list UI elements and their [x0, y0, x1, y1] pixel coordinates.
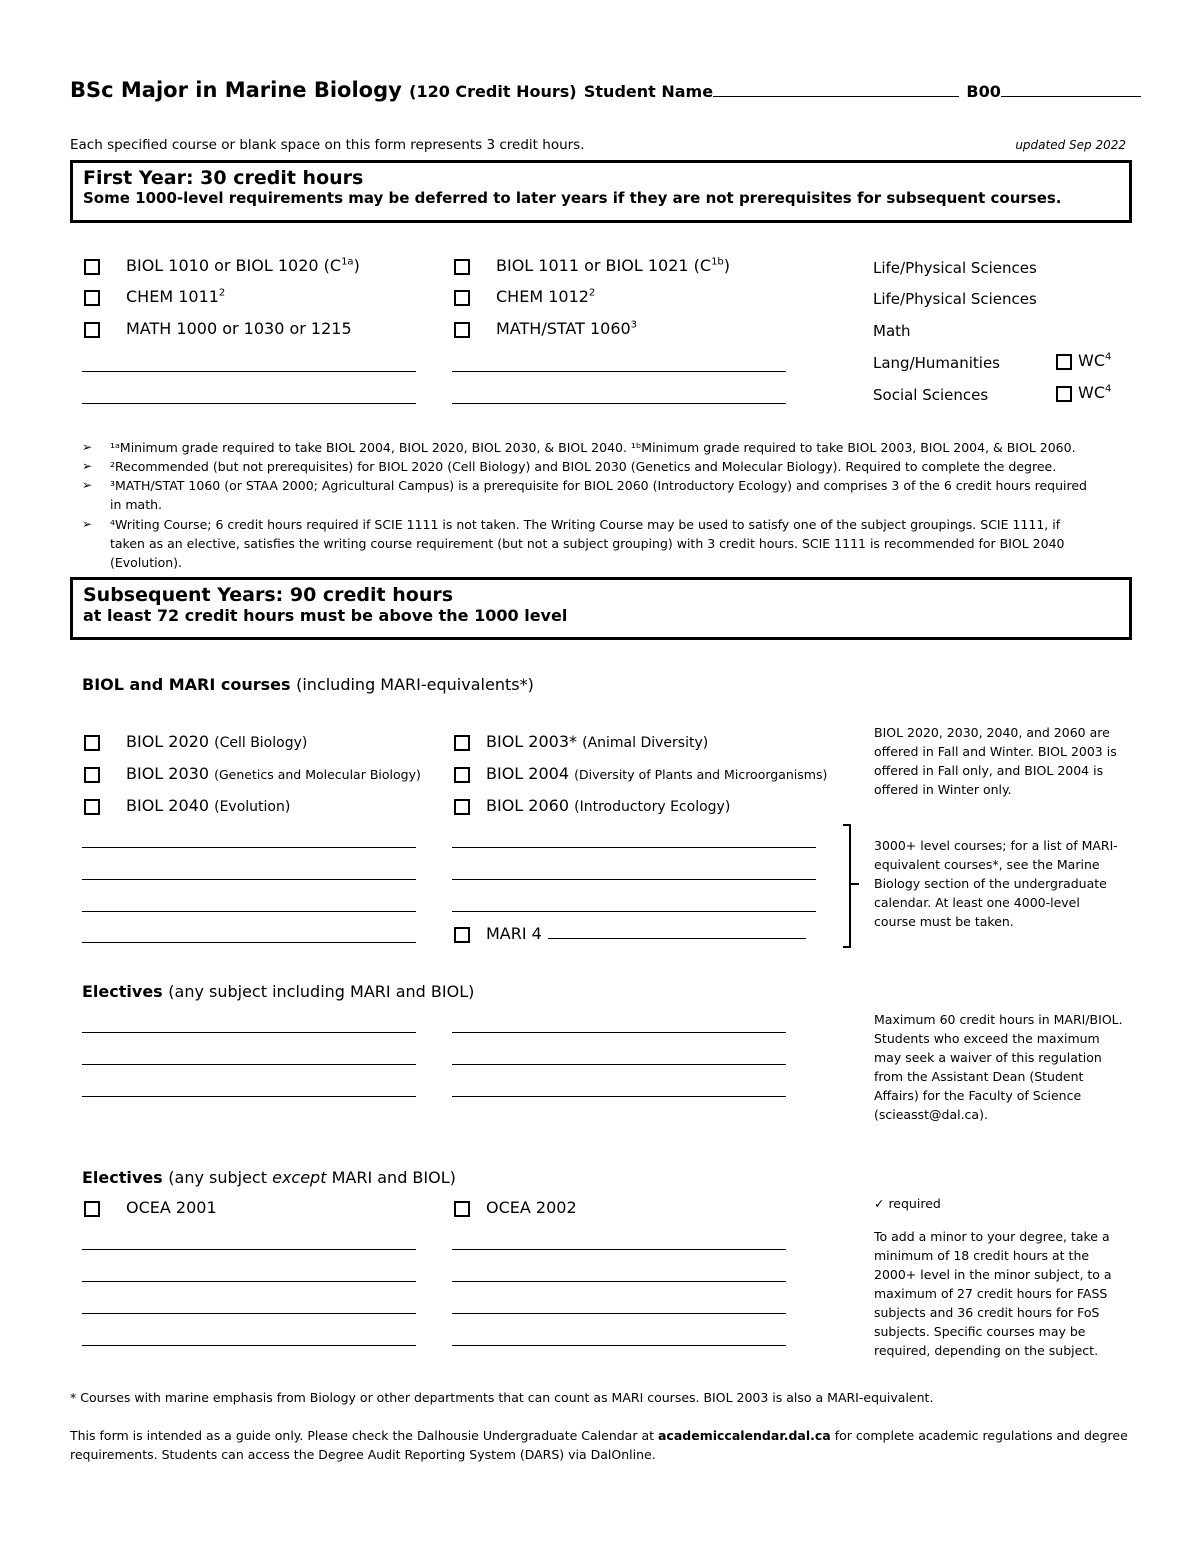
electives-except-title: Electives (any subject except MARI and BIOL): [82, 1168, 456, 1187]
fy-course-math1000: MATH 1000 or 1030 or 1215: [84, 319, 352, 338]
bracket-tick: [849, 883, 859, 885]
blank-line[interactable]: [82, 403, 416, 404]
category-label: Social Sciences: [873, 386, 989, 404]
footnote-3: ➢ ³MATH/STAT 1060 (or STAA 2000; Agricultural Campus) is a prerequisite for BIOL 2060 (Introductory Ecology) and comprises 3 of the 6 credit hours required in math.: [82, 478, 1087, 512]
checkbox[interactable]: [84, 290, 100, 306]
mari-equivalent-footnote: * Courses with marine emphasis from Biology or other departments that can count as MARI courses. BIOL 2003 is also a MARI-equivalent.: [70, 1390, 934, 1405]
checkbox[interactable]: [454, 322, 470, 338]
blank-line[interactable]: [82, 1064, 416, 1065]
required-legend: ✓ required: [874, 1196, 941, 1211]
blank-line[interactable]: [452, 911, 816, 912]
checkbox[interactable]: [454, 735, 470, 751]
footnote-2: ➢ ²Recommended (but not prerequisites) for BIOL 2020 (Cell Biology) and BIOL 2030 (Genetics and Molecular Biology). Required to complete the degree.: [82, 459, 1057, 474]
blank-line[interactable]: [82, 371, 416, 372]
blank-line[interactable]: [452, 1249, 786, 1250]
footnote-1: ➢ ¹ᵃMinimum grade required to take BIOL 2004, BIOL 2020, BIOL 2030, & BIOL 2040. ¹ᵇMinimum grade required to take BIOL 2003, BIOL 2004, & BIOL 2060.: [82, 440, 1076, 455]
blank-line[interactable]: [82, 942, 416, 943]
minor-note: To add a minor to your degree, take a minimum of 18 credit hours at the 2000+ level in the minor subject, to a maximum of 27 credit hours for FASS subjects and 36 credit hours for FoS subjects. Specific courses may be required, depending on the subject.: [874, 1229, 1112, 1358]
blank-line[interactable]: [82, 1249, 416, 1250]
blank-line[interactable]: [82, 1345, 416, 1346]
arrow-bullet-icon: ➢: [82, 459, 93, 473]
subsequent-subheading: at least 72 credit hours must be above the 1000 level: [83, 606, 568, 625]
blank-line[interactable]: [82, 879, 416, 880]
blank-line[interactable]: [452, 1096, 786, 1097]
arrow-bullet-icon: ➢: [82, 517, 93, 531]
checkbox[interactable]: [1056, 386, 1072, 402]
course-mari4: MARI 4: [454, 922, 806, 943]
blank-line[interactable]: [452, 1345, 786, 1346]
category-label: Math: [873, 322, 911, 340]
checkbox[interactable]: [84, 259, 100, 275]
blank-line[interactable]: [452, 403, 786, 404]
checkbox[interactable]: [454, 259, 470, 275]
checkbox[interactable]: [84, 799, 100, 815]
b00-field[interactable]: [1001, 76, 1141, 97]
category-label: Life/Physical Sciences: [873, 259, 1037, 277]
first-year-box: [70, 160, 1132, 223]
blank-line[interactable]: [452, 879, 816, 880]
subsequent-years-box: [70, 577, 1132, 640]
footnote-4: ➢ ⁴Writing Course; 6 credit hours required if SCIE 1111 is not taken. The Writing Course may be used to satisfy one of the subject groupings. SCIE 1111, if taken as an elective, satisfies the writing course requirement (but not a subject grouping) with 3 credit hours. SCIE 1111 is recommended for BIOL 2040 (Evolution).: [82, 517, 1065, 570]
mari4-field[interactable]: [548, 922, 806, 939]
mari-equivalent-note: 3000+ level courses; for a list of MARI-equivalent courses*, see the Marine Biology section of the undergraduate calendar. At least one 4000-level course must be taken.: [874, 838, 1118, 929]
wc-option: $WC^4$: [1056, 383, 1111, 402]
fy-course-chem1011: CHEM 1011$^2$: [84, 287, 225, 306]
wc-option: $WC^4$: [1056, 351, 1111, 370]
b00-label: B00: [966, 82, 1001, 101]
blank-line[interactable]: [82, 1281, 416, 1282]
fy-course-biol1010: BIOL 1010 or BIOL 1020 $(C^{1a})$: [84, 256, 360, 275]
credit-note: Each specified course or blank space on this form represents 3 credit hours.: [70, 137, 585, 153]
first-year-subheading: Some 1000-level requirements may be deferred to later years if they are not prerequisites for subsequent courses.: [83, 189, 1062, 207]
blank-line[interactable]: [82, 847, 416, 848]
fy-course-biol1011: BIOL 1011 or BIOL 1021 $(C^{1b})$: [454, 256, 730, 275]
blank-line[interactable]: [82, 1096, 416, 1097]
course-biol2060: BIOL 2060 (Introductory Ecology): [454, 796, 730, 815]
blank-line[interactable]: [452, 1281, 786, 1282]
category-label: Life/Physical Sciences: [873, 290, 1037, 308]
blank-line[interactable]: [452, 1313, 786, 1314]
course-biol2004: BIOL 2004 (Diversity of Plants and Microorganisms): [454, 764, 827, 783]
category-label: Lang/Humanities: [873, 354, 1000, 372]
student-name-field[interactable]: [713, 76, 959, 97]
course-biol2030: BIOL 2030 (Genetics and Molecular Biology): [84, 764, 421, 783]
blank-line[interactable]: [82, 1313, 416, 1314]
checkbox[interactable]: [1056, 354, 1072, 370]
credit-hours-label: (120 Credit Hours): [409, 82, 577, 101]
arrow-bullet-icon: ➢: [82, 478, 93, 492]
blank-line[interactable]: [452, 371, 786, 372]
course-biol2020: BIOL 2020 (Cell Biology): [84, 732, 307, 751]
blank-line[interactable]: [452, 847, 816, 848]
checkbox[interactable]: [84, 322, 100, 338]
course-ocea2001: OCEA 2001: [84, 1198, 217, 1217]
checkbox[interactable]: [454, 767, 470, 783]
biol-offering-note: BIOL 2020, 2030, 2040, and 2060 are offered in Fall and Winter. BIOL 2003 is offered in Fall only, and BIOL 2004 is offered in Winter only.: [874, 725, 1117, 797]
checkbox[interactable]: [454, 927, 470, 943]
form-title: BSc Major in Marine Biology (120 Credit Hours) Student Name B00: [70, 76, 1141, 102]
biol-mari-section-title: BIOL and MARI courses (including MARI-equivalents*): [82, 675, 534, 694]
bracket: [843, 824, 851, 948]
checkbox[interactable]: [84, 767, 100, 783]
arrow-bullet-icon: ➢: [82, 440, 93, 454]
fy-course-chem1012: CHEM 1012$^2$: [454, 287, 595, 306]
blank-line[interactable]: [452, 1064, 786, 1065]
max-credit-note: Maximum 60 credit hours in MARI/BIOL. Students who exceed the maximum may seek a waiver of this regulation from the Assistant Dean (Student Affairs) for the Faculty of Science (scieasst@dal.ca).: [874, 1012, 1123, 1122]
checkbox[interactable]: [454, 290, 470, 306]
electives-including-title: Electives (any subject including MARI and BIOL): [82, 982, 475, 1001]
subsequent-heading: Subsequent Years: 90 credit hours: [83, 584, 454, 606]
first-year-heading: First Year: 30 credit hours: [83, 167, 364, 189]
updated-date: updated Sep 2022: [1015, 138, 1126, 152]
student-name-label: Student Name: [583, 82, 714, 101]
checkbox[interactable]: [84, 1201, 100, 1217]
course-ocea2002: OCEA 2002: [454, 1198, 577, 1217]
checkbox[interactable]: [454, 799, 470, 815]
fy-course-mathstat1060: MATH/STAT 1060$^3$: [454, 319, 637, 338]
blank-line[interactable]: [452, 1032, 786, 1033]
checkbox[interactable]: [84, 735, 100, 751]
guide-disclaimer: This form is intended as a guide only. Please check the Dalhousie Undergraduate Calendar at academiccalendar.dal.ca for complete academic regulations and degree requirements. Students can access the Degree Audit Reporting System (DARS) via DalOnline.: [70, 1428, 1128, 1462]
course-biol2040: BIOL 2040 (Evolution): [84, 796, 290, 815]
checkbox[interactable]: [454, 1201, 470, 1217]
blank-line[interactable]: [82, 911, 416, 912]
calendar-link[interactable]: academiccalendar.dal.ca: [658, 1428, 831, 1443]
blank-line[interactable]: [82, 1032, 416, 1033]
course-biol2003: BIOL 2003* (Animal Diversity): [454, 732, 708, 751]
